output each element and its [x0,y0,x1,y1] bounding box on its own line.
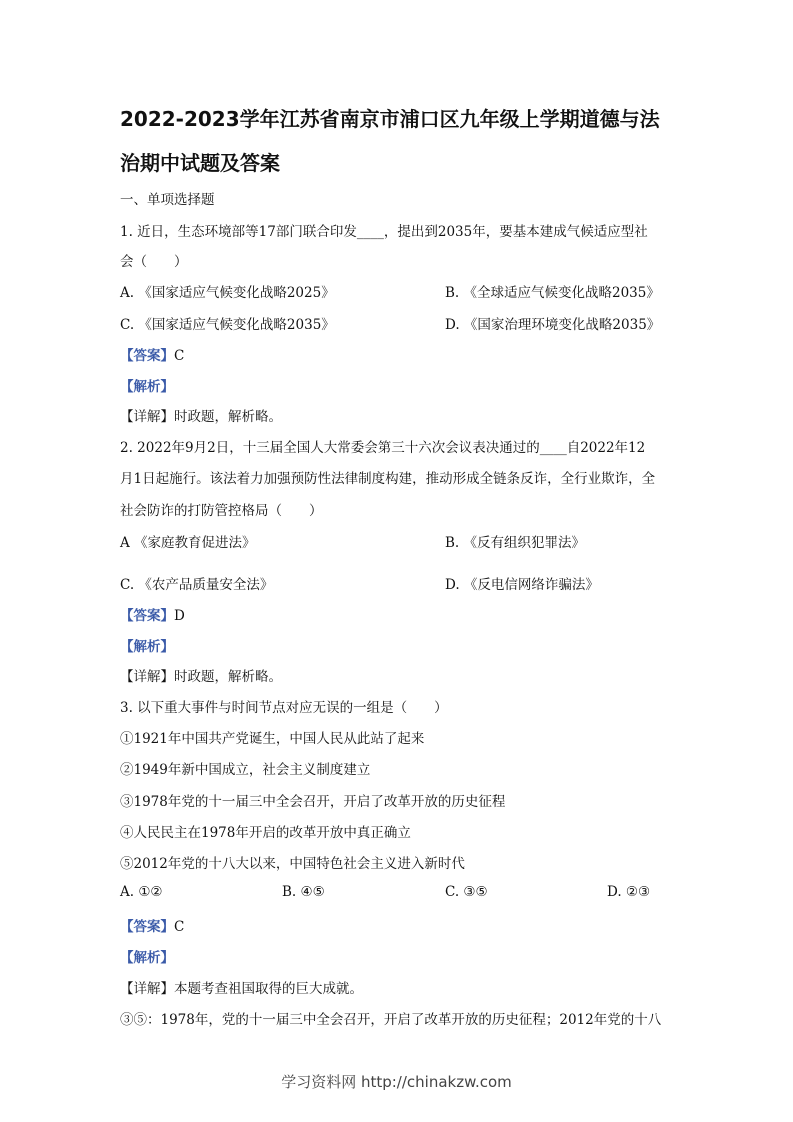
q2-stem-line-1: 2. 2022年9月2日，十三届全国人大常委会第三十六次会议表决通过的____自2022年12 [120,440,646,456]
q2-option-d: D. 《反电信网络诈骗法》 [445,577,599,593]
detail-label: 【详解】 [120,981,174,997]
page-footer-watermark: 学习资料网 http://chinakzw.com [281,1073,512,1091]
q3-analysis [120,946,174,966]
q1-option-b: B. 《全球适应气候变化战略2035》 [445,285,660,301]
q3-explanation-line-1: ③⑤：1978年，党的十一届三中全会召开，开启了改革开放的历史征程；2012年党的十八 [120,1012,662,1028]
q1-detail [120,405,282,425]
analysis-label: 【解析】 [120,950,174,966]
q2-answer [120,604,185,624]
q3-option-d: D. ②③ [607,884,651,900]
q3-statement-1: ①1921年中国共产党诞生，中国人民从此站了起来 [120,731,425,747]
q1-option-a: A. 《国家适应气候变化战略2025》 [120,285,335,301]
answer-label: 【答案】 [120,608,174,624]
detail-label: 【详解】 [120,669,174,685]
q2-detail [120,665,282,685]
q2-stem-line-2: 月1日起施行。该法着力加强预防性法律制度构建，推动形成全链条反诈，全行业欺诈，全 [120,471,656,487]
q1-answer [120,344,184,364]
q3-detail [120,977,363,997]
q3-option-c: C. ③⑤ [445,884,488,900]
document-title-line-1: 2022-2023学年江苏省南京市浦口区九年级上学期道德与法 [120,107,660,131]
q2-option-c: C. 《农产品质量安全法》 [120,577,274,593]
q3-option-b: B. ④⑤ [282,884,325,900]
q2-answer-value: D [174,608,185,624]
q3-statement-2: ②1949年新中国成立，社会主义制度建立 [120,762,371,778]
answer-label: 【答案】 [120,919,174,935]
answer-label: 【答案】 [120,348,174,364]
q3-option-a: A. ①② [120,884,163,900]
q2-option-b: B. 《反有组织犯罪法》 [445,535,586,551]
q3-detail-text: 本题考查祖国取得的巨大成就。 [174,981,363,997]
q2-detail-text: 时政题，解析略。 [174,669,282,685]
q1-detail-text: 时政题，解析略。 [174,409,282,425]
q2-option-a: A 《家庭教育促进法》 [120,535,256,551]
q3-answer [120,915,184,935]
q3-statement-3: ③1978年党的十一届三中全会召开，开启了改革开放的历史征程 [120,794,506,810]
detail-label: 【详解】 [120,409,174,425]
q3-statement-4: ④人民民主在1978年开启的改革开放中真正确立 [120,825,411,841]
document-title-line-2: 治期中试题及答案 [120,151,280,175]
q1-answer-value: C [174,348,185,364]
q2-analysis [120,635,174,655]
q3-answer-value: C [174,919,185,935]
q3-stem: 3. 以下重大事件与时间节点对应无误的一组是（ ） [120,700,448,716]
q1-analysis [120,375,174,395]
q1-option-d: D. 《国家治理环境变化战略2035》 [445,317,661,333]
analysis-label: 【解析】 [120,379,174,395]
q3-statement-5: ⑤2012年党的十八大以来，中国特色社会主义进入新时代 [120,856,465,872]
q1-stem-line-2: 会（ ） [120,254,188,270]
q2-stem-line-3: 社会防诈的打防管控格局（ ） [120,503,323,519]
section-heading: 一、单项选择题 [120,192,215,208]
analysis-label: 【解析】 [120,639,174,655]
q1-stem-line-1: 1. 近日，生态环境部等17部门联合印发____，提出到2035年，要基本建成气候适应型社 [120,224,648,240]
q1-option-c: C. 《国家适应气候变化战略2035》 [120,317,335,333]
